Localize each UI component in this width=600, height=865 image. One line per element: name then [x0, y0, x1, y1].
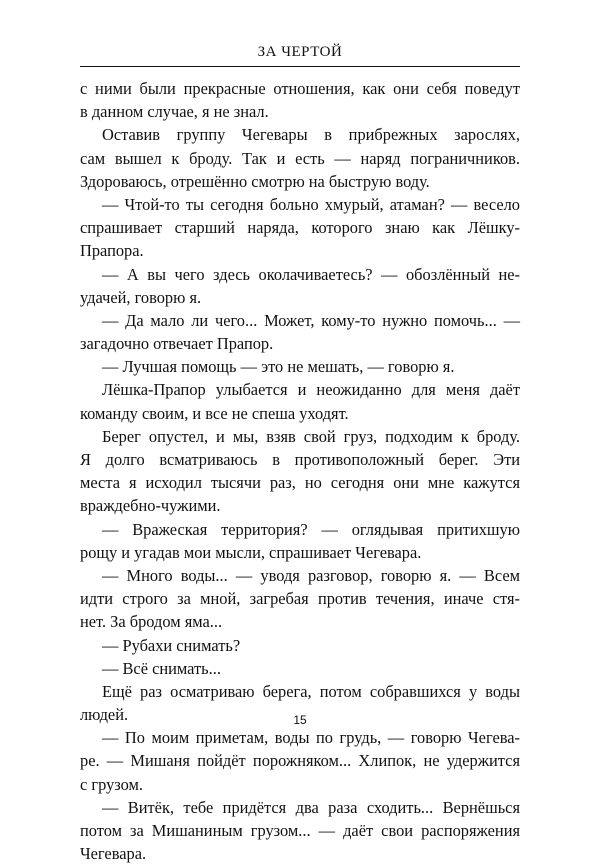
text-line: — Рубахи снимать?: [102, 635, 241, 655]
text-line: Прапора.: [80, 241, 144, 261]
text-line: спрашивает старший наряда, которого знаю как Лёшку-: [80, 218, 520, 238]
text-line: Я долго всматриваюсь в противоположный берег. Эти: [80, 450, 520, 469]
text-line: с ними были прекрасные отношения, как они себя поведут: [80, 79, 520, 98]
text-line: Ещё раз осматриваю берега, потом собравшихся у воды: [102, 681, 520, 701]
text-line: — Чтой-то ты сегодня больно хмурый, атаман? — весело: [102, 194, 520, 214]
text-line: — Всё снимать...: [102, 658, 221, 678]
text-line: нет. За бродом яма...: [80, 612, 223, 632]
page-number: 15: [293, 713, 307, 727]
text-line: ре. — Мишаня пойдёт порожняком... Хлипок, не удержится: [80, 751, 520, 771]
text-line: — Лучшая помощь — это не мешать, — говорю я.: [102, 357, 455, 377]
text-line: — По моим приметам, воды по грудь, — говорю Чегева-: [102, 728, 520, 748]
text-line: — Да мало ли чего... Может, кому-то нужно помочь... —: [102, 310, 520, 330]
text-line: с грузом.: [80, 774, 144, 794]
text-line: в данном случае, я не знал.: [80, 102, 269, 122]
text-line: рощу и угадав мои мысли, спрашивает Чегевара.: [80, 542, 422, 562]
text-line: сам вышел к броду. Так и есть — наряд пограничников.: [80, 148, 520, 168]
page-body: [80, 77, 520, 865]
text-line: места я исходил тысячи раз, но сегодня они мне кажутся: [80, 473, 520, 493]
text-line: Оставив группу Чегевары в прибрежных зарослях,: [102, 125, 520, 145]
text-line: команду своим, и все не спеша уходят.: [80, 403, 349, 423]
text-line: — Много воды... — уводя разговор, говорю я. — Всем: [102, 565, 520, 585]
text-line: — Витёк, тебе придётся два раза сходить... Вернёшься: [102, 797, 520, 817]
text-line: удачей, говорю я.: [80, 287, 202, 307]
text-line: Чегевара.: [80, 844, 147, 864]
text-line: враждебно-чужими.: [80, 496, 221, 516]
text-line: Лёшка-Прапор улыбается и неожиданно для меня даёт: [102, 380, 520, 400]
text-line: — Вражеская территория? — оглядывая притихшую: [102, 519, 520, 539]
text-line: загадочно отвечает Прапор.: [80, 334, 274, 354]
text-line: Здороваюсь, отрешённо смотрю на быструю воду.: [80, 171, 430, 191]
text-line: — А вы чего здесь околачиваетесь? — обозлённый не-: [102, 264, 520, 284]
running-header: ЗА ЧЕРТОЙ: [257, 44, 343, 60]
text-line: идти строго за мной, загребая против течения, иначе стя-: [80, 589, 520, 609]
header-rule: [80, 66, 520, 67]
text-line: Берег опустел, и мы, взяв свой груз, подходим к броду.: [102, 426, 520, 446]
text-line: людей.: [80, 705, 129, 725]
text-line: потом за Мишаниным грузом... — даёт свои распоряжения: [80, 821, 520, 840]
